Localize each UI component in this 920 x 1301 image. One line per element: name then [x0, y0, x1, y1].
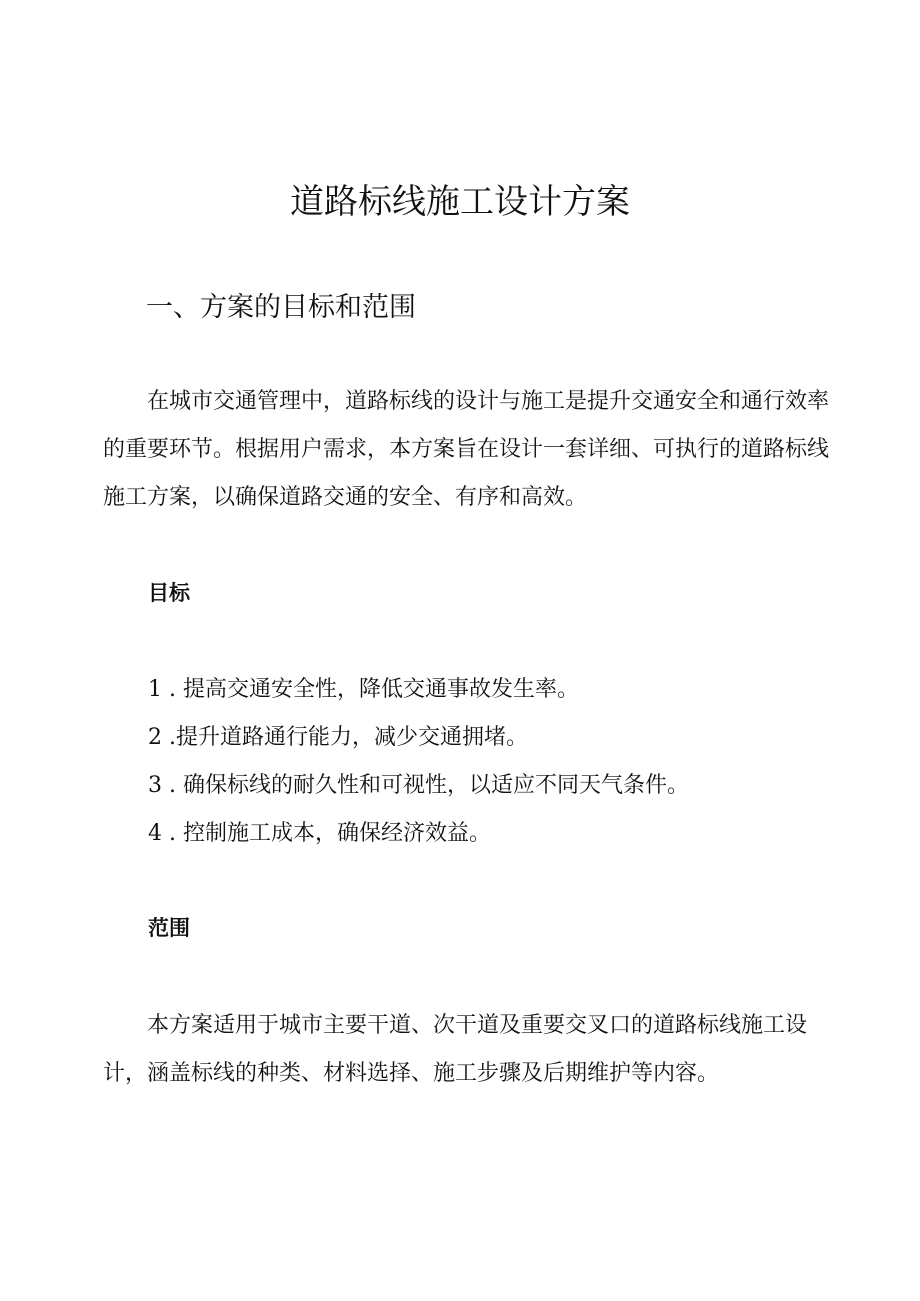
list-item — [148, 666, 689, 714]
list-item-separator: . — [162, 677, 183, 702]
list-item-number: 1 — [148, 677, 162, 702]
goals-heading: 目标 — [148, 581, 190, 605]
list-item — [148, 762, 689, 810]
list-item-number: 3 — [148, 773, 162, 798]
scope-paragraph: 本方案适用于城市主要干道、次干道及重要交叉口的道路标线施工设计，涵盖标线的种类、材料选择、施工步骤及后期维护等内容。 — [103, 1013, 808, 1086]
list-item-separator: . — [162, 725, 176, 750]
list-item-number: 2 — [148, 725, 162, 750]
goals-list — [148, 666, 689, 858]
list-item-text: 提高交通安全性，降低交通事故发生率。 — [182, 677, 579, 702]
scope-heading: 范围 — [148, 916, 190, 940]
list-item-number: 4 — [148, 821, 162, 846]
list-item-separator: . — [162, 773, 183, 798]
list-item — [148, 714, 689, 762]
list-item — [148, 810, 689, 858]
section-heading: 一、方案的目标和范围 — [146, 292, 416, 323]
intro-paragraph: 在城市交通管理中，道路标线的设计与施工是提升交通安全和通行效率的重要环节。根据用户需求，本方案旨在设计一套详细、可执行的道路标线施工方案，以确保道路交通的安全、有序和高效。 — [103, 389, 830, 510]
document-title: 道路标线施工设计方案 — [290, 182, 630, 222]
list-item-text: 提升道路通行能力，减少交通拥堵。 — [176, 725, 529, 750]
list-item-separator: . — [162, 821, 183, 846]
list-item-text: 控制施工成本，确保经济效益。 — [182, 821, 491, 846]
list-item-text: 确保标线的耐久性和可视性，以适应不同天气条件。 — [182, 773, 689, 798]
